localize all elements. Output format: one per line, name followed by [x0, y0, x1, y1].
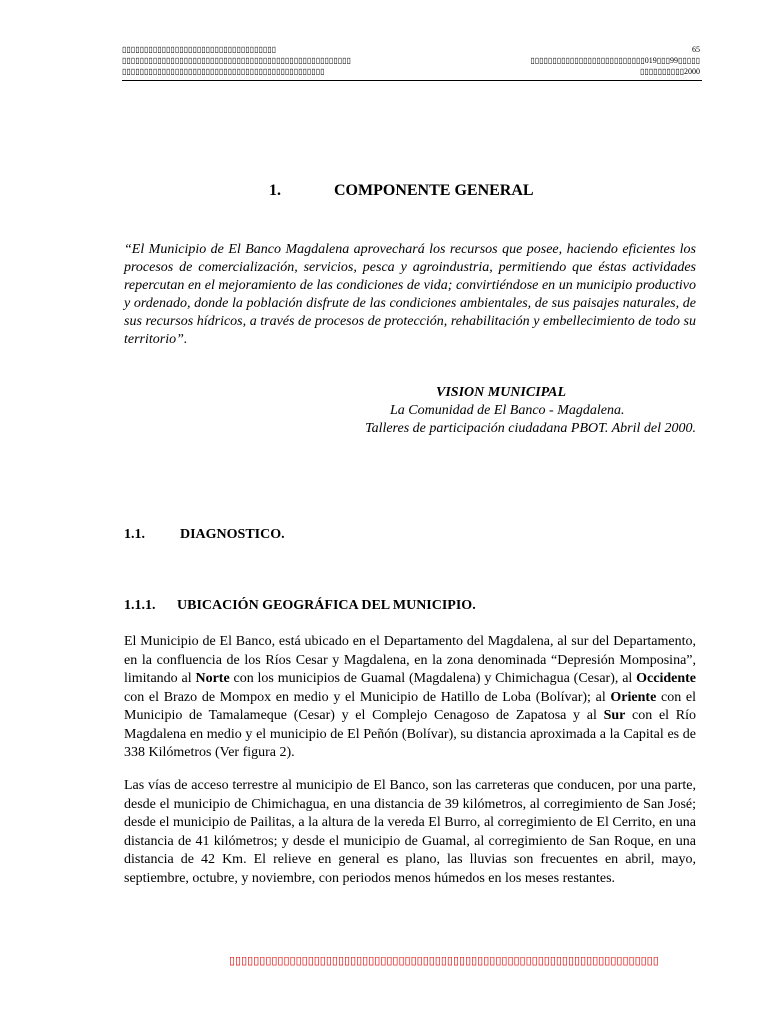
header-right-line-2: ▯▯▯▯▯▯▯▯▯▯▯▯▯▯▯▯▯▯▯▯▯▯▯▯▯▯019▯▯▯99▯▯▯▯▯	[530, 56, 700, 65]
text-run: con el Brazo de Mompox en medio y el Municipio de Hatillo de Loba (Bolívar); al	[124, 689, 611, 705]
header-left-line-2: ▯▯▯▯▯▯▯▯▯▯▯▯▯▯▯▯▯▯▯▯▯▯▯▯▯▯▯▯▯▯▯▯▯▯▯▯▯▯▯▯▯▯▯▯▯▯▯▯▯▯▯▯	[122, 56, 351, 65]
chapter-title-text: COMPONENTE GENERAL	[334, 182, 534, 199]
attribution-name: VISION MUNICIPAL	[436, 385, 567, 400]
text-run: con el Municipio de Tamalameque (Cesar) y el Complejo Cenagoso de Zapatosa y al	[124, 689, 696, 723]
section-title: DIAGNOSTICO.	[180, 527, 285, 542]
text-run: con los municipios de Guamal (Magdalena) y Chimichagua (Cesar), al	[229, 671, 637, 686]
page-number: 65	[692, 45, 700, 54]
header-left-line-3: ▯▯▯▯▯▯▯▯▯▯▯▯▯▯▯▯▯▯▯▯▯▯▯▯▯▯▯▯▯▯▯▯▯▯▯▯▯▯▯▯▯▯▯▯▯▯	[122, 67, 325, 76]
section-number: 1.1.	[124, 527, 145, 542]
bold-term-oriente: Oriente	[610, 689, 657, 705]
location-paragraph	[124, 633, 696, 763]
text-run: El Municipio de El Banco, está ubicado en el Departamento del Magdalena, al sur del Departamento, en la confluencia de los Ríos Cesar y Magdalena, en la zona denominada “Depresión Momposina”, limitando al	[124, 634, 696, 686]
subsection-title: UBICACIÓN GEOGRÁFICA DEL MUNICIPIO.	[177, 598, 476, 613]
chapter-title	[0, 182, 768, 204]
attribution-source: Talleres de participación ciudadana PBOT. Abril del 2000.	[365, 421, 696, 436]
vision-quote: “El Municipio de El Banco Magdalena aprovechará los recursos que posee, haciendo eficientes los procesos de comercialización, servicios, pesca y agroindustria, permitiendo que éstas actividades repercutan en el mejoramiento de las condiciones de vida; convirtiéndose en un municipio productivo y ordenado, donde la población disfrute de las condiciones ambientales, de sus paisajes naturales, de sus recursos hídricos, a través de procesos de protección, rehabilitación y embellecimiento de todo su territorio”.	[124, 242, 696, 347]
subsection-heading	[124, 598, 624, 618]
attribution-org: La Comunidad de El Banco - Magdalena.	[390, 403, 625, 418]
header-left-line-1: ▯▯▯▯▯▯▯▯▯▯▯▯▯▯▯▯▯▯▯▯▯▯▯▯▯▯▯▯▯▯▯▯▯▯▯	[122, 45, 277, 54]
bold-term-norte: Norte	[195, 671, 230, 686]
page-header	[122, 44, 702, 81]
footer-watermark: ▯▯▯▯▯▯▯▯▯▯▯▯▯▯▯▯▯▯▯▯▯▯▯▯▯▯▯▯▯▯▯▯▯▯▯▯▯▯▯▯▯▯▯▯▯▯▯▯▯▯▯▯▯▯▯▯▯▯▯▯▯▯▯▯▯▯▯▯▯▯▯	[229, 955, 659, 967]
header-right-line-3: ▯▯▯▯▯▯▯▯▯▯2000	[639, 67, 700, 76]
access-paragraph: Las vías de acceso terrestre al municipio de El Banco, son las carreteras que conducen, por una parte, desde el municipio de Chimichagua, en una distancia de 39 kilómetros, al corregimiento de San José; desde el municipio de Pailitas, a la altura de la vereda El Burro, al corregimiento de El Cerrito, en una distancia de 41 kilómetros; y desde el municipio de Guamal, al corregimiento de San Roque, en una distancia de 42 Km. El relieve en general es plano, las lluvias son frecuentes en abril, mayo, septiembre, octubre, y noviembre, con periodos menos húmedos en los meses restantes.	[124, 778, 696, 886]
bold-term-occidente: Occidente	[636, 671, 697, 686]
subsection-number: 1.1.1.	[124, 598, 156, 613]
chapter-number: 1.	[269, 182, 281, 199]
header-left	[122, 44, 422, 77]
text-run: con el Río Magdalena en medio y el municipio de El Peñón (Bolívar), su distancia aproximada a la Capital es de 338 Kilómetros (Ver figura 2).	[124, 708, 696, 760]
section-heading	[124, 527, 524, 547]
bold-term-sur: Sur	[603, 708, 626, 723]
header-right	[440, 44, 700, 77]
